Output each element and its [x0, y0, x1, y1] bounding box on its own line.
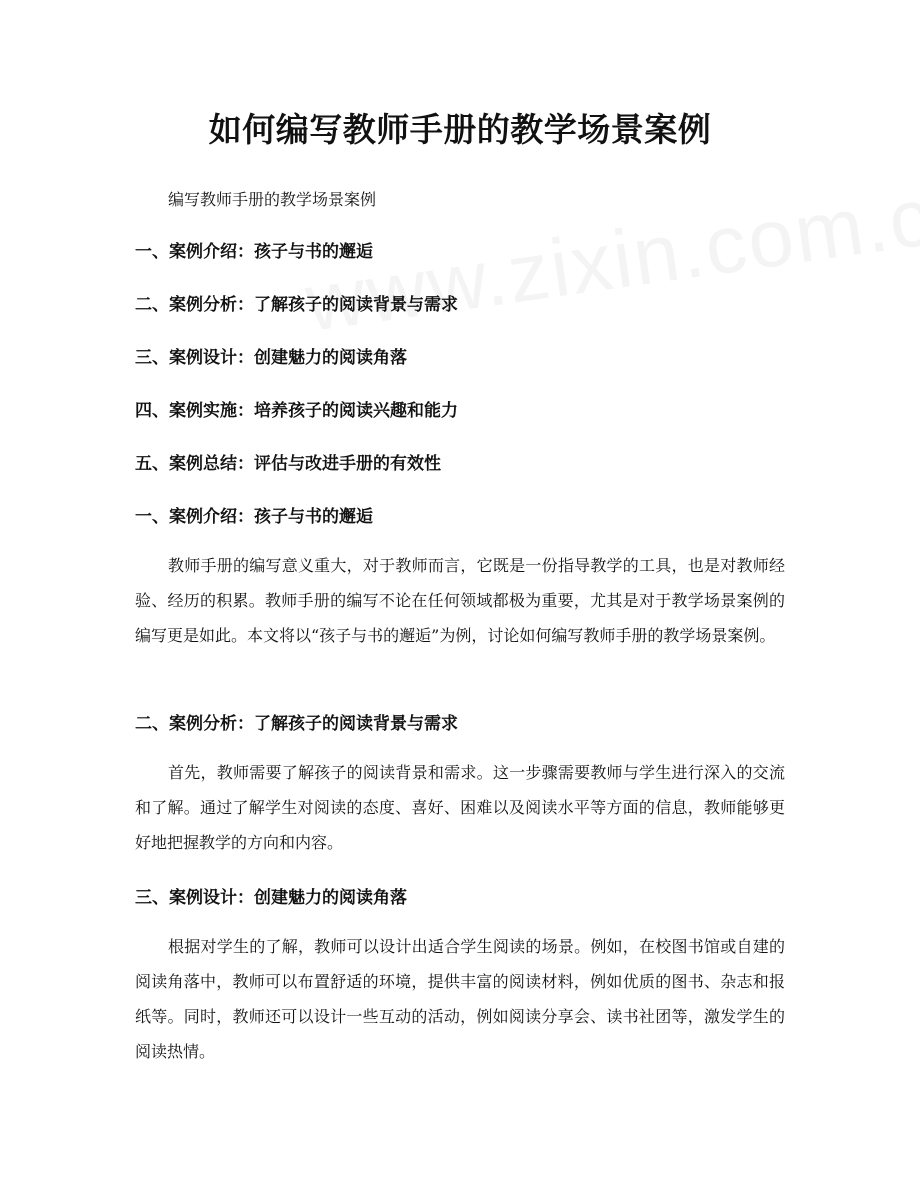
toc-item-1: 一、案例介绍：孩子与书的邂逅 — [135, 242, 373, 262]
section-1-body: 教师手册的编写意义重大，对于教师而言，它既是一份指导教学的工具，也是对教师经验、经历的积累。教师手册的编写不论在任何领域都极为重要，尤其是对于教学场景案例的编写更是如此。本文将以“孩子与书的邂逅”为例，讨论如何编写教师手册的教学场景案例。 — [135, 556, 785, 645]
section-2-body: 首先，教师需要了解孩子的阅读背景和需求。这一步骤需要教师与学生进行深入的交流和了解。通过了解学生对阅读的态度、喜好、困难以及阅读水平等方面的信息，教师能够更好地把握教学的方向和内容。 — [135, 763, 785, 852]
subtitle: 编写教师手册的教学场景案例 — [168, 190, 377, 209]
section-2-heading: 二、案例分析：了解孩子的阅读背景与需求 — [135, 714, 458, 734]
section-3-body: 根据对学生的了解，教师可以设计出适合学生阅读的场景。例如，在校图书馆或自建的阅读角落中，教师可以布置舒适的环境，提供丰富的阅读材料，例如优质的图书、杂志和报纸等。同时，教师还可以设计一些互动的活动，例如阅读分享会、读书社团等，激发学生的阅读热情。 — [135, 937, 785, 1061]
watermark — [300, 163, 920, 351]
toc-item-3: 三、案例设计：创建魅力的阅读角落 — [135, 348, 407, 368]
toc-item-2: 二、案例分析：了解孩子的阅读背景与需求 — [135, 295, 458, 315]
section-1-heading: 一、案例介绍：孩子与书的邂逅 — [135, 507, 373, 527]
toc-item-5: 五、案例总结：评估与改进手册的有效性 — [135, 454, 441, 474]
toc-item-4: 四、案例实施：培养孩子的阅读兴趣和能力 — [135, 401, 458, 421]
page-title: 如何编写教师手册的教学场景案例 — [208, 110, 712, 149]
section-3-heading: 三、案例设计：创建魅力的阅读角落 — [135, 888, 407, 908]
